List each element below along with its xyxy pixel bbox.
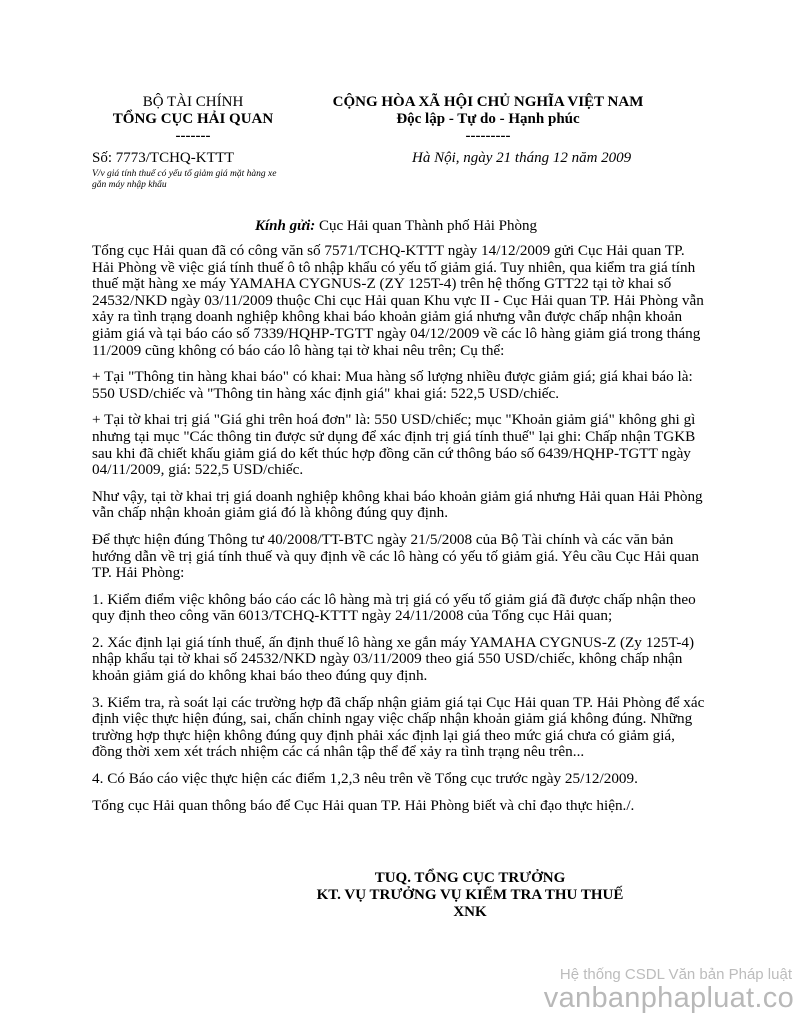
national-motto: Độc lập - Tự do - Hạnh phúc: [396, 111, 580, 127]
body-paragraph: + Tại tờ khai trị giá "Giá ghi trên hoá đơn" là: 550 USD/chiếc; mục "Khoản giảm giá" không ghi gì nhưng tại mục "Các thông tin được sử dụng để xác định trị giá tính thuế" lại ghi: Chấp nhận TGKB sau khi đã chiết khấu giảm giá do kết thúc hợp đồng căn cứ thông báo số 6439/HQHP-TGTT ngày 04/11/2009, giá: 522,5 USD/chiếc.: [92, 411, 696, 479]
signature-authority: TUQ. TỔNG CỤC TRƯỞNG: [374, 870, 566, 886]
body-paragraph: 2. Xác định lại giá tính thuế, ấn định thuế lô hàng xe gắn máy YAMAHA CYGNUS-Z (Zy 125T-4) nhập khẩu tại tờ khai số 24532/NKD ngày 03/11/2009 theo giá 550 USD/chiếc, không chấp nhận khoản giảm giá do không khai báo theo đúng quy định.: [92, 633, 695, 685]
ministry-name: BỘ TÀI CHÍNH: [142, 94, 244, 110]
right-divider: ---------: [465, 128, 511, 144]
recipient-label: Kính gửi:: [254, 218, 316, 234]
document-subject: V/v giá tính thuế có yếu tố giảm giá mặt hàng xe gắn máy nhập khẩu: [92, 169, 277, 190]
national-header: [268, 94, 708, 145]
department-name: TỔNG CỤC HẢI QUAN: [112, 111, 274, 127]
document-number: Số: 7773/TCHQ-KTTT: [92, 150, 235, 166]
signature-title: KT. VỤ TRƯỞNG VỤ KIỂM TRA THU THUẾ: [316, 887, 624, 903]
body-paragraph: Tổng cục Hải quan đã có công văn số 7571/TCHQ-KTTT ngày 14/12/2009 gửi Cục Hải quan TP. Hải Phòng về việc giá tính thuế ô tô nhập khẩu có yếu tố giảm giá. Tuy nhiên, qua kiểm tra giá tính thuế mặt hàng xe máy YAMAHA CYGNUS-Z (ZY 125T-4) trên hệ thống GTT22 tại tờ khai số 24532/NKD ngày 03/11/2009 thuộc Chi cục Hải quan Khu vực II - Cục Hải quan TP. Hải Phòng vẫn xảy ra tình trạng doanh nghiệp không khai báo khoản giảm giá nhưng vẫn được chấp nhận khoản giảm giá và tại báo cáo số 7339/HQHP-TGTT ngày 04/12/2009 về các lô hàng giảm giá trong tháng 11/2009 cũng không có báo cáo lô hàng tại tờ khai nêu trên; Cụ thể:: [92, 242, 704, 359]
body-paragraph: Để thực hiện đúng Thông tư 40/2008/TT-BTC ngày 21/5/2008 của Bộ Tài chính và các văn bản hướng dẫn về trị giá tính thuế và quy định về các lô hàng có yếu tố giảm giá. Yêu cầu Cục Hải quan TP. Hải Phòng:: [92, 530, 699, 582]
place-date: Hà Nội, ngày 21 tháng 12 năm 2009: [412, 150, 632, 166]
issuer-block: [88, 94, 298, 145]
left-divider: -------: [175, 128, 211, 144]
country-name: CỘNG HÒA XÃ HỘI CHỦ NGHĨA VIỆT NAM: [332, 94, 644, 110]
recipient-name: Cục Hải quan Thành phố Hải Phòng: [315, 218, 538, 234]
document-body: [92, 243, 706, 824]
recipient-line: [92, 218, 700, 235]
signature-block: [255, 870, 685, 921]
body-paragraph: Tổng cục Hải quan thông báo để Cục Hải quan TP. Hải Phòng biết và chỉ đạo thực hiện./.: [92, 796, 635, 814]
watermark-caption: Hệ thống CSDL Văn bản Pháp luật: [559, 966, 792, 983]
body-paragraph: 1. Kiểm điểm việc không báo cáo các lô hàng mà trị giá có yếu tố giảm giá đã được chấp nhận theo quy định theo công văn 6013/TCHQ-KTTT ngày 24/11/2008 của Tổng cục Hải quan;: [92, 590, 696, 625]
body-paragraph: + Tại "Thông tin hàng khai báo" có khai: Mua hàng số lượng nhiều được giảm giá; giá khai báo là: 550 USD/chiếc và "Thông tin hàng xác định giá" khai giá: 522,5 USD/chiếc.: [92, 368, 693, 402]
watermark-site: vanbanphapluat.co: [543, 982, 794, 1014]
body-paragraph: 3. Kiểm tra, rà soát lại các trường hợp đã chấp nhận giảm giá tại Cục Hải quan TP. Hải Phòng để xác định việc thực hiện đúng, sai, chấn chỉnh ngay việc chấp nhận khoản giảm giá không đúng. Những trường hợp thực hiện không đúng quy định phải xác định lại giá theo mức giá chưa có giảm giá, đồng thời xem xét trách nhiệm các cá nhân tập thể để xảy ra tình trạng nêu trên...: [92, 693, 705, 761]
body-paragraph: 4. Có Báo cáo việc thực hiện các điểm 1,2,3 nêu trên về Tổng cục trước ngày 25/12/2009.: [92, 770, 638, 788]
body-paragraph: Như vậy, tại tờ khai trị giá doanh nghiệp không khai báo khoản giảm giá nhưng Hải quan Hải Phòng vẫn chấp nhận khoản giảm giá đó là không đúng quy định.: [92, 487, 703, 522]
signature-title-cont: XNK: [453, 904, 487, 920]
